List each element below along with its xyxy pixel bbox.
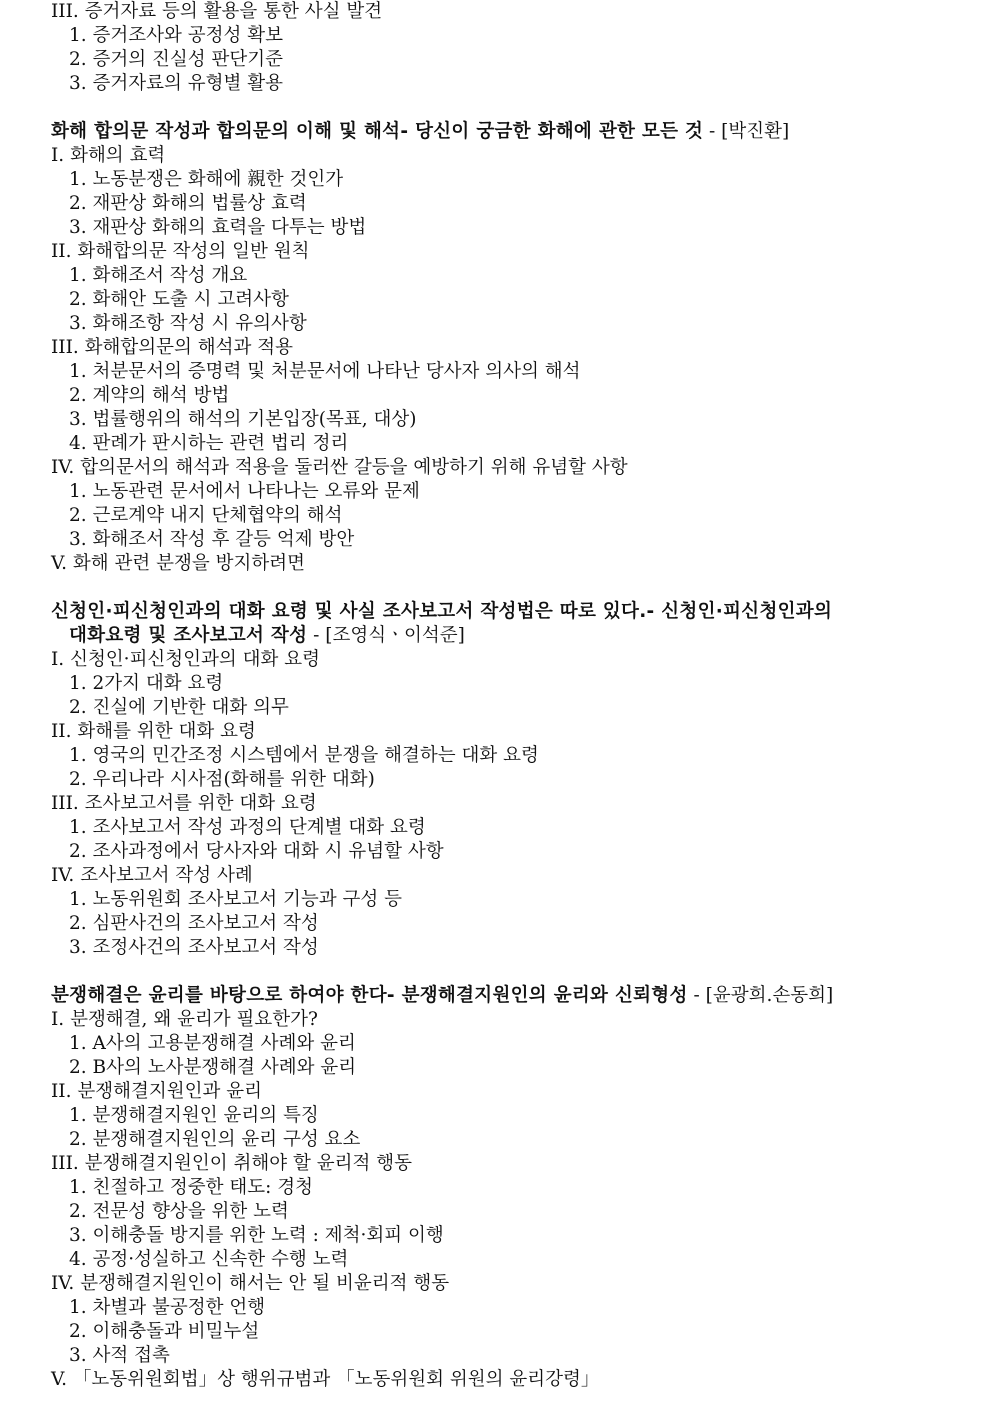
section-continued [51,0,951,96]
section-author: - [윤광희.손동희] [687,985,834,1006]
section-spacer [51,96,951,120]
outline-item: 1. 노동분쟁은 화해에 親한 것인가 [69,169,344,190]
outline-item: 2. 우리나라 시사점(화해를 위한 대화) [69,769,375,790]
outline-item: 2. 증거의 진실성 판단기준 [69,49,284,70]
outline-item: 1. 처분문서의 증명력 및 처분문서에 나타난 당사자 의사의 해석 [69,361,581,382]
section-title-text: 분쟁해결은 윤리를 바탕으로 하여야 한다- 분쟁해결지원인의 윤리와 신뢰형성 [51,985,688,1006]
outline-item: 2. 전문성 향상을 위한 노력 [69,1201,289,1222]
document-page [51,0,951,1392]
outline-item: 1. A사의 고용분쟁해결 사례와 윤리 [69,1033,356,1054]
section-title-text: 화해 합의문 작성과 합의문의 이해 및 해석- 당신이 궁금한 화해에 관한 모든 것 [51,121,704,142]
outline-item: 1. 영국의 민간조정 시스템에서 분쟁을 해결하는 대화 요령 [69,745,539,766]
section-title [51,984,951,1008]
section-title-text-cont: 대화요령 및 조사보고서 작성 [69,625,308,646]
outline-heading: I. 화해의 효력 [51,145,166,166]
outline-heading: III. 증거자료 등의 활용을 통한 사실 발견 [51,1,383,22]
outline-item: 2. 근로계약 내지 단체협약의 해석 [69,505,343,526]
section-author: - [조영식ㆍ이석준] [307,625,465,646]
outline-item: 4. 판례가 판시하는 관련 법리 정리 [69,433,349,454]
outline-item: 2. 재판상 화해의 법률상 효력 [69,193,307,214]
outline-item: 3. 화해조항 작성 시 유의사항 [69,313,307,334]
outline-item: 3. 재판상 화해의 효력을 다투는 방법 [69,217,367,238]
outline-item: 2. 계약의 해석 방법 [69,385,230,406]
section-ethics [51,984,951,1392]
outline-item: 3. 사적 접촉 [69,1345,170,1366]
outline-heading: V. 화해 관련 분쟁을 방지하려면 [51,553,305,574]
section-author: - [박진환] [703,121,790,142]
outline-heading: IV. 합의문서의 해석과 적용을 둘러싼 갈등을 예방하기 위해 유념할 사항 [51,457,628,478]
outline-heading: I. 신청인·피신청인과의 대화 요령 [51,649,321,670]
outline-item: 1. 차별과 불공정한 언행 [69,1297,266,1318]
outline-heading: IV. 분쟁해결지원인이 해서는 안 될 비윤리적 행동 [51,1273,450,1294]
outline-item: 3. 화해조서 작성 후 갈등 억제 방안 [69,529,355,550]
section-title-text: 신청인·피신청인과의 대화 요령 및 사실 조사보고서 작성법은 따로 있다.- 신청인·피신청인과의 [51,601,833,622]
outline-item: 2. 화해안 도출 시 고려사항 [69,289,289,310]
outline-heading: IV. 조사보고서 작성 사례 [51,865,253,886]
outline-heading: II. 화해를 위한 대화 요령 [51,721,256,742]
outline-item: 3. 조정사건의 조사보고서 작성 [69,937,319,958]
outline-item: 1. 노동관련 문서에서 나타나는 오류와 문제 [69,481,420,502]
outline-item: 3. 이해충돌 방지를 위한 노력 : 제척·회피 이행 [69,1225,444,1246]
outline-item: 2. B사의 노사분쟁해결 사례와 윤리 [69,1057,357,1078]
section-title [51,120,951,144]
section-spacer [51,576,951,600]
outline-item: 1. 조사보고서 작성 과정의 단계별 대화 요령 [69,817,426,838]
outline-heading: II. 화해합의문 작성의 일반 원칙 [51,241,310,262]
outline-heading: I. 분쟁해결, 왜 윤리가 필요한가? [51,1009,318,1030]
outline-item: 1. 노동위원회 조사보고서 기능과 구성 등 [69,889,402,910]
outline-item: 4. 공정·성실하고 신속한 수행 노력 [69,1249,349,1270]
outline-item: 2. 진실에 기반한 대화 의무 [69,697,289,718]
section-title [51,600,951,648]
outline-item: 1. 증거조사와 공정성 확보 [69,25,284,46]
outline-item: 2. 조사과정에서 당사자와 대화 시 유념할 사항 [69,841,444,862]
outline-item: 1. 화해조서 작성 개요 [69,265,248,286]
outline-item: 1. 2가지 대화 요령 [69,673,224,694]
outline-item: 2. 이해충돌과 비밀누설 [69,1321,260,1342]
outline-item: 2. 분쟁해결지원인의 윤리 구성 요소 [69,1129,361,1150]
section-settlement [51,120,951,576]
outline-heading: III. 화해합의문의 해석과 적용 [51,337,294,358]
outline-item: 2. 심판사건의 조사보고서 작성 [69,913,319,934]
section-dialogue [51,600,951,960]
section-spacer [51,960,951,984]
outline-heading: II. 분쟁해결지원인과 윤리 [51,1081,262,1102]
outline-heading: III. 분쟁해결지원인이 취해야 할 윤리적 행동 [51,1153,413,1174]
outline-item: 3. 증거자료의 유형별 활용 [69,73,284,94]
outline-item: 1. 분쟁해결지원인 윤리의 특징 [69,1105,319,1126]
outline-item: 1. 친절하고 정중한 태도: 경청 [69,1177,313,1198]
outline-item: 3. 법률행위의 해석의 기본입장(목표, 대상) [69,409,417,430]
outline-heading: V. 「노동위원회법」상 행위규범과 「노동위원회 위원의 윤리강령」 [51,1369,600,1390]
outline-heading: III. 조사보고서를 위한 대화 요령 [51,793,317,814]
